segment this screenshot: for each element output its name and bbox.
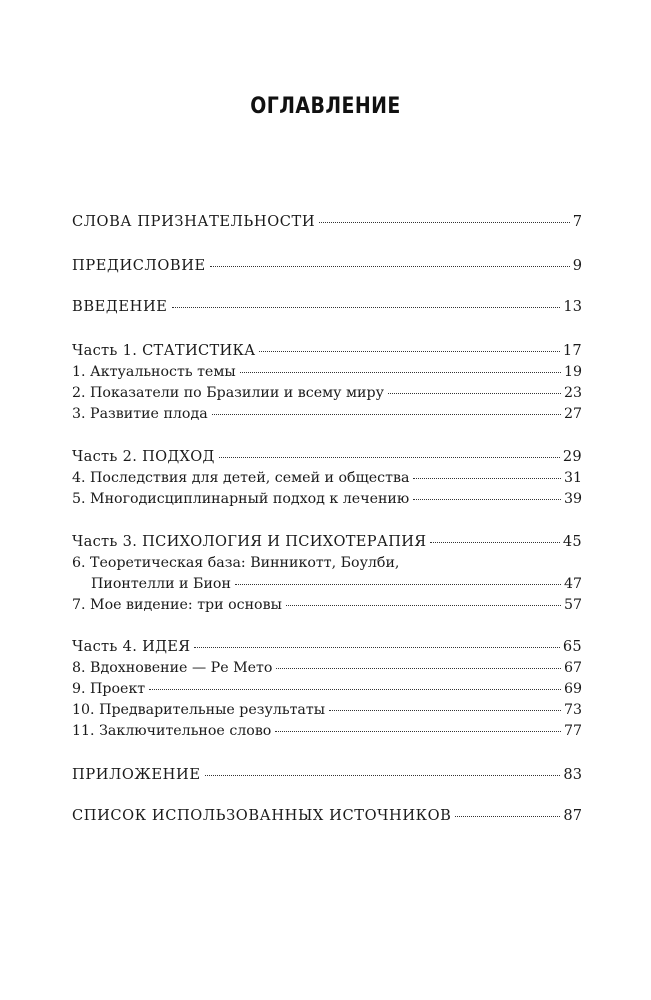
toc-entry-label: Часть 1. СТАТИСТИКА xyxy=(72,342,256,359)
toc-entry-part-2[interactable] xyxy=(72,447,582,467)
toc-entry-chapter-3[interactable] xyxy=(72,404,582,424)
toc-page-number: 87 xyxy=(563,807,582,824)
dot-leader xyxy=(194,647,560,648)
toc-page-number: 45 xyxy=(562,533,582,550)
toc-entry-label: Пионтелли и Бион xyxy=(91,576,231,592)
toc-entry-chapter-2[interactable] xyxy=(72,383,582,403)
dot-leader xyxy=(329,710,561,711)
toc-entry-label: 8. Вдохновение — Ре Мето xyxy=(72,660,273,676)
dot-leader xyxy=(172,307,561,308)
toc-page-number: 17 xyxy=(562,342,582,359)
toc-page-number: 47 xyxy=(563,576,582,592)
dot-leader xyxy=(259,351,559,352)
dot-leader xyxy=(388,393,561,394)
toc-entry-label: 1. Актуальность темы xyxy=(72,364,236,380)
dot-leader xyxy=(276,668,561,669)
dot-leader xyxy=(210,266,570,267)
toc-entry-chapter-9[interactable] xyxy=(72,679,582,699)
dot-leader xyxy=(413,499,561,500)
toc-entry-label: 10. Предварительные результаты xyxy=(72,702,326,718)
toc-entry-chapter-8[interactable] xyxy=(72,658,582,678)
toc-page-number: 65 xyxy=(562,638,582,655)
toc-entry-appendix[interactable] xyxy=(72,765,582,785)
toc-entry-chapter-11[interactable] xyxy=(72,721,582,741)
toc-page-number: 73 xyxy=(563,702,582,718)
dot-leader xyxy=(455,816,560,817)
dot-leader xyxy=(219,457,560,458)
toc-entry-label: СЛОВА ПРИЗНАТЕЛЬНОСТИ xyxy=(72,213,316,230)
toc-entry-label: 3. Развитие плода xyxy=(72,406,208,422)
toc-entry-label: Часть 3. ПСИХОЛОГИЯ И ПСИХОТЕРАПИЯ xyxy=(72,533,427,550)
toc-entry-introduction[interactable] xyxy=(72,297,582,317)
toc-page-number: 57 xyxy=(563,597,582,613)
toc-entry-chapter-6-line-1[interactable]: 6. Теоретическая база: Винникотт, Боулби, xyxy=(72,555,400,571)
dot-leader xyxy=(413,478,561,479)
page-title: ОГЛАВЛЕНИЕ xyxy=(250,94,401,119)
toc-page-number: 67 xyxy=(563,660,582,676)
toc-page-number: 31 xyxy=(563,470,582,486)
toc-entry-label: 7. Мое видение: три основы xyxy=(72,597,282,613)
toc-entry-chapter-1[interactable] xyxy=(72,362,582,382)
toc-entry-label: 2. Показатели по Бразилии и всему миру xyxy=(72,385,384,401)
toc-entry-label: ПРЕДИСЛОВИЕ xyxy=(72,257,206,274)
toc-page-number: 83 xyxy=(563,766,582,783)
toc-page-number: 77 xyxy=(563,723,582,739)
dot-leader xyxy=(235,584,561,585)
dot-leader xyxy=(212,414,561,415)
toc-entry-acknowledgements[interactable] xyxy=(72,212,582,232)
toc-entry-label: ПРИЛОЖЕНИЕ xyxy=(72,766,201,783)
toc-entry-part-4[interactable] xyxy=(72,637,582,657)
toc-page-number: 19 xyxy=(563,364,582,380)
dot-leader xyxy=(430,542,559,543)
toc-page-number: 27 xyxy=(563,406,582,422)
toc-page-number: 7 xyxy=(572,213,582,230)
dot-leader xyxy=(319,222,570,223)
toc-entry-chapter-5[interactable] xyxy=(72,489,582,509)
dot-leader xyxy=(240,372,561,373)
toc-entry-chapter-6[interactable] xyxy=(72,574,582,594)
dot-leader xyxy=(149,689,561,690)
toc-entry-chapter-4[interactable] xyxy=(72,468,582,488)
toc-entry-references[interactable] xyxy=(72,806,582,826)
toc-page-number: 9 xyxy=(572,257,582,274)
toc-entry-label: ВВЕДЕНИЕ xyxy=(72,298,168,315)
toc-page-number: 23 xyxy=(563,385,582,401)
toc-page-number: 29 xyxy=(562,448,582,465)
toc-entry-preface[interactable] xyxy=(72,256,582,276)
toc-page-number: 69 xyxy=(563,681,582,697)
toc-entry-label: 5. Многодисциплинарный подход к лечению xyxy=(72,491,410,507)
toc-entry-label: Часть 4. ИДЕЯ xyxy=(72,638,191,655)
toc-page-number: 39 xyxy=(563,491,582,507)
toc-entry-part-3[interactable] xyxy=(72,532,582,552)
toc-entry-label: Часть 2. ПОДХОД xyxy=(72,448,215,465)
dot-leader xyxy=(275,731,561,732)
dot-leader xyxy=(205,775,561,776)
toc-entry-label: 4. Последствия для детей, семей и общества xyxy=(72,470,410,486)
toc-entry-label: 11. Заключительное слово xyxy=(72,723,272,739)
toc-entry-part-1[interactable] xyxy=(72,341,582,361)
toc-entry-label: СПИСОК ИСПОЛЬЗОВАННЫХ ИСТОЧНИКОВ xyxy=(72,807,452,824)
toc-page-number: 13 xyxy=(563,298,582,315)
toc-entry-chapter-7[interactable] xyxy=(72,595,582,615)
toc-entry-chapter-10[interactable] xyxy=(72,700,582,720)
toc-entry-label: 9. Проект xyxy=(72,681,146,697)
dot-leader xyxy=(286,605,561,606)
